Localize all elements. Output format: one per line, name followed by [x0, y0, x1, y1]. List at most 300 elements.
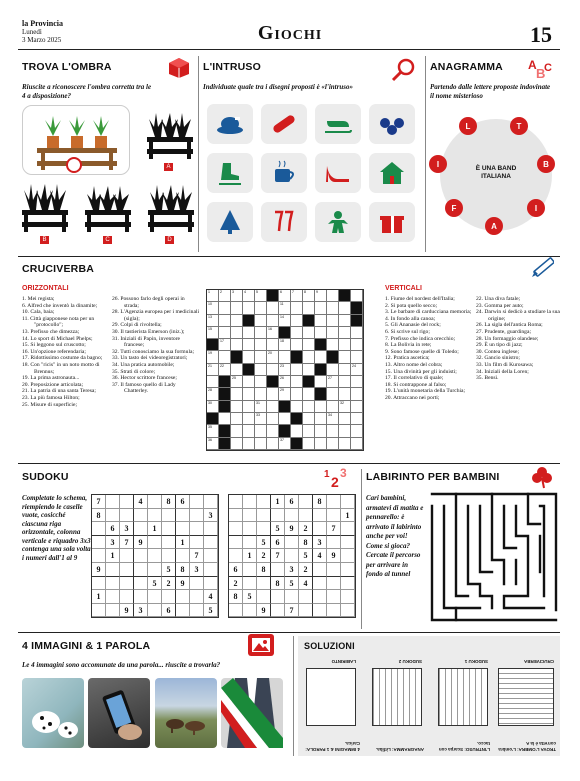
crossword-cell[interactable]	[327, 364, 339, 376]
sudoku-cell[interactable]: 8	[299, 536, 313, 550]
sudoku-cell[interactable]: 9	[176, 577, 190, 591]
gingerbread-man-icon[interactable]	[315, 202, 361, 242]
crossword-cell[interactable]	[207, 413, 219, 425]
sudoku-cell[interactable]	[120, 549, 134, 563]
crossword-cell[interactable]	[339, 302, 351, 314]
sudoku-cell[interactable]: 3	[204, 509, 218, 523]
crossword-cell[interactable]	[351, 425, 363, 437]
crossword-cell[interactable]	[219, 315, 231, 327]
sudoku-cell[interactable]	[120, 563, 134, 577]
crossword-cell[interactable]	[255, 315, 267, 327]
sudoku-cell[interactable]	[257, 577, 271, 591]
crossword-cell[interactable]	[351, 315, 363, 327]
crossword-cell[interactable]	[351, 327, 363, 339]
sudoku-cell[interactable]: 8	[313, 495, 327, 509]
sudoku-cell[interactable]: 4	[204, 590, 218, 604]
crossword-cell[interactable]	[327, 351, 339, 363]
crossword-cell[interactable]	[327, 425, 339, 437]
sudoku-cell[interactable]	[162, 509, 176, 523]
sudoku-cell[interactable]	[257, 522, 271, 536]
crossword-cell[interactable]	[291, 339, 303, 351]
sudoku-cell[interactable]	[176, 549, 190, 563]
sudoku-cell[interactable]	[190, 522, 204, 536]
shadow-a[interactable]	[145, 107, 195, 162]
crossword-cell[interactable]	[291, 327, 303, 339]
crossword-cell[interactable]	[219, 290, 231, 302]
crossword-cell[interactable]	[279, 290, 291, 302]
sudoku-cell[interactable]	[120, 577, 134, 591]
crossword-cell[interactable]	[279, 315, 291, 327]
sudoku-cell[interactable]: 1	[341, 509, 355, 523]
sudoku-cell[interactable]: 2	[229, 577, 243, 591]
crossword-cell[interactable]	[219, 425, 231, 437]
sudoku-cell[interactable]: 5	[271, 522, 285, 536]
crossword-cell[interactable]	[315, 438, 327, 450]
sudoku-cell[interactable]	[243, 509, 257, 523]
crossword-cell[interactable]	[351, 364, 363, 376]
sudoku-cell[interactable]: 8	[271, 577, 285, 591]
crossword-cell[interactable]	[339, 413, 351, 425]
crossword-cell[interactable]	[219, 401, 231, 413]
sudoku-cell[interactable]	[204, 563, 218, 577]
sudoku-cell[interactable]	[285, 536, 299, 550]
crossword-cell[interactable]	[267, 413, 279, 425]
sudoku-cell[interactable]	[327, 495, 341, 509]
crossword-cell[interactable]	[315, 327, 327, 339]
sudoku-cell[interactable]: 7	[92, 495, 106, 509]
christmas-house-icon[interactable]	[369, 153, 415, 193]
crossword-cell[interactable]	[327, 376, 339, 388]
crossword-cell[interactable]	[267, 315, 279, 327]
sudoku-cell[interactable]	[190, 604, 204, 618]
crossword-cell[interactable]	[327, 388, 339, 400]
crossword-cell[interactable]	[219, 413, 231, 425]
crossword-cell[interactable]	[279, 302, 291, 314]
crossword-cell[interactable]	[219, 327, 231, 339]
crossword-cell[interactable]	[327, 401, 339, 413]
sudoku-cell[interactable]	[134, 590, 148, 604]
sudoku-cell[interactable]	[313, 522, 327, 536]
sudoku-cell[interactable]	[106, 495, 120, 509]
sudoku-cell[interactable]	[341, 495, 355, 509]
crossword-cell[interactable]	[339, 327, 351, 339]
sudoku-cell[interactable]	[190, 590, 204, 604]
sudoku-cell[interactable]	[120, 509, 134, 523]
crossword-cell[interactable]	[267, 388, 279, 400]
sudoku-cell[interactable]	[299, 604, 313, 618]
sudoku-cell[interactable]	[257, 590, 271, 604]
sudoku-cell[interactable]	[327, 536, 341, 550]
crossword-cell[interactable]	[291, 438, 303, 450]
crossword-cell[interactable]	[243, 364, 255, 376]
sudoku-cell[interactable]: 6	[106, 522, 120, 536]
crossword-cell[interactable]	[303, 438, 315, 450]
sudoku-cell[interactable]: 5	[204, 604, 218, 618]
sudoku-cell[interactable]	[299, 590, 313, 604]
crossword-cell[interactable]	[243, 438, 255, 450]
sudoku-cell[interactable]	[341, 563, 355, 577]
crossword-cell[interactable]	[255, 376, 267, 388]
crossword-cell[interactable]	[339, 339, 351, 351]
christmas-tree-icon[interactable]	[207, 202, 253, 242]
sudoku-cell[interactable]: 5	[162, 563, 176, 577]
sudoku-cell[interactable]	[327, 563, 341, 577]
sudoku-cell[interactable]: 6	[162, 604, 176, 618]
crossword-cell[interactable]	[207, 401, 219, 413]
sudoku-cell[interactable]: 7	[271, 549, 285, 563]
sudoku-cell[interactable]	[341, 590, 355, 604]
shadow-d[interactable]	[146, 180, 196, 235]
sudoku-cell[interactable]	[106, 590, 120, 604]
crossword-cell[interactable]	[207, 339, 219, 351]
sudoku-cell[interactable]	[285, 590, 299, 604]
crossword-cell[interactable]	[327, 327, 339, 339]
crossword-cell[interactable]	[231, 388, 243, 400]
crossword-cell[interactable]	[231, 315, 243, 327]
sudoku-cell[interactable]: 5	[243, 590, 257, 604]
crossword-cell[interactable]	[231, 302, 243, 314]
crossword-cell[interactable]	[231, 401, 243, 413]
sudoku-cell[interactable]	[299, 495, 313, 509]
sudoku-cell[interactable]	[162, 522, 176, 536]
crossword-cell[interactable]	[231, 364, 243, 376]
sudoku-cell[interactable]	[148, 549, 162, 563]
sudoku-cell[interactable]: 1	[92, 590, 106, 604]
crossword-cell[interactable]	[219, 388, 231, 400]
sudoku-cell[interactable]: 8	[176, 563, 190, 577]
crossword-cell[interactable]	[267, 401, 279, 413]
sudoku-cell[interactable]	[229, 495, 243, 509]
sudoku-cell[interactable]: 5	[257, 536, 271, 550]
crossword-cell[interactable]	[315, 364, 327, 376]
crossword-cell[interactable]	[207, 364, 219, 376]
sudoku-cell[interactable]	[243, 604, 257, 618]
sudoku-cell[interactable]	[92, 577, 106, 591]
sudoku-cell[interactable]	[162, 590, 176, 604]
crossword-cell[interactable]	[231, 351, 243, 363]
crossword-cell[interactable]	[315, 413, 327, 425]
sudoku-cell[interactable]	[134, 549, 148, 563]
crossword-cell[interactable]	[219, 438, 231, 450]
crossword-cell[interactable]	[339, 315, 351, 327]
crossword-cell[interactable]	[207, 438, 219, 450]
crossword-grid[interactable]	[206, 289, 364, 451]
crossword-cell[interactable]	[279, 327, 291, 339]
crossword-cell[interactable]	[351, 339, 363, 351]
sudoku-cell[interactable]: 2	[162, 577, 176, 591]
crossword-cell[interactable]	[291, 302, 303, 314]
crossword-cell[interactable]	[219, 351, 231, 363]
sudoku-cell[interactable]	[92, 549, 106, 563]
crossword-cell[interactable]	[303, 302, 315, 314]
crossword-cell[interactable]	[327, 339, 339, 351]
crossword-cell[interactable]	[279, 351, 291, 363]
sudoku-cell[interactable]: 4	[134, 495, 148, 509]
crossword-cell[interactable]	[255, 413, 267, 425]
sleigh-icon[interactable]	[315, 104, 361, 144]
crossword-cell[interactable]	[207, 290, 219, 302]
sudoku-cell[interactable]	[229, 536, 243, 550]
crossword-cell[interactable]	[255, 438, 267, 450]
sudoku-cell[interactable]: 3	[106, 536, 120, 550]
sudoku-cell[interactable]	[243, 563, 257, 577]
crossword-cell[interactable]	[231, 413, 243, 425]
bandage-icon[interactable]	[261, 104, 307, 144]
sudoku-cell[interactable]: 9	[327, 549, 341, 563]
sudoku-cell[interactable]	[243, 495, 257, 509]
crossword-cell[interactable]	[339, 401, 351, 413]
sudoku-cell[interactable]	[148, 563, 162, 577]
sudoku-cell[interactable]: 1	[271, 495, 285, 509]
berries-icon[interactable]	[369, 104, 415, 144]
crossword-cell[interactable]	[351, 388, 363, 400]
crossword-cell[interactable]	[243, 351, 255, 363]
crossword-cell[interactable]	[243, 290, 255, 302]
sudoku-cell[interactable]	[285, 549, 299, 563]
sudoku-cell[interactable]	[299, 509, 313, 523]
sudoku-cell[interactable]	[243, 522, 257, 536]
crossword-cell[interactable]	[279, 388, 291, 400]
sudoku-cell[interactable]	[271, 509, 285, 523]
sudoku-cell[interactable]	[229, 509, 243, 523]
sudoku-cell[interactable]: 6	[271, 536, 285, 550]
sudoku-cell[interactable]	[257, 495, 271, 509]
sudoku-cell[interactable]	[106, 604, 120, 618]
crossword-cell[interactable]	[267, 351, 279, 363]
sudoku-cell[interactable]: 9	[92, 563, 106, 577]
crossword-cell[interactable]	[327, 302, 339, 314]
sudoku-cell[interactable]	[148, 604, 162, 618]
sudoku-cell[interactable]: 3	[120, 522, 134, 536]
crossword-cell[interactable]	[291, 364, 303, 376]
sudoku-cell[interactable]	[190, 577, 204, 591]
sudoku-cell[interactable]: 7	[120, 536, 134, 550]
crossword-cell[interactable]	[291, 351, 303, 363]
sudoku-cell[interactable]: 1	[176, 536, 190, 550]
crossword-cell[interactable]	[279, 425, 291, 437]
crossword-cell[interactable]	[255, 290, 267, 302]
crossword-cell[interactable]	[291, 290, 303, 302]
sudoku-cell[interactable]	[176, 509, 190, 523]
sudoku-cell[interactable]	[243, 577, 257, 591]
crossword-cell[interactable]	[327, 438, 339, 450]
sudoku-cell[interactable]	[148, 536, 162, 550]
sudoku-cell[interactable]: 7	[327, 522, 341, 536]
crossword-cell[interactable]	[327, 413, 339, 425]
crossword-cell[interactable]	[351, 401, 363, 413]
sudoku-cell[interactable]: 9	[285, 522, 299, 536]
sudoku-cell[interactable]	[257, 509, 271, 523]
sudoku-cell[interactable]: 9	[257, 604, 271, 618]
sudoku-cell[interactable]	[148, 509, 162, 523]
sudoku-cell[interactable]	[176, 590, 190, 604]
crossword-cell[interactable]	[351, 351, 363, 363]
crossword-cell[interactable]	[303, 327, 315, 339]
answer-circle[interactable]	[66, 157, 82, 173]
sudoku-cell[interactable]	[313, 509, 327, 523]
sudoku-cell[interactable]	[327, 509, 341, 523]
crossword-cell[interactable]	[279, 401, 291, 413]
sudoku-cell[interactable]: 4	[299, 577, 313, 591]
crossword-cell[interactable]	[255, 327, 267, 339]
hot-drink-icon[interactable]	[261, 153, 307, 193]
crossword-cell[interactable]	[351, 302, 363, 314]
crossword-cell[interactable]	[351, 376, 363, 388]
sudoku-cell[interactable]	[243, 536, 257, 550]
sudoku-cell[interactable]: 7	[285, 604, 299, 618]
crossword-cell[interactable]	[207, 315, 219, 327]
sudoku-cell[interactable]	[313, 577, 327, 591]
shadow-b[interactable]	[20, 180, 70, 235]
crossword-cell[interactable]	[303, 425, 315, 437]
sudoku-cell[interactable]: 1	[148, 522, 162, 536]
sudoku-cell[interactable]	[271, 563, 285, 577]
sudoku-cell[interactable]: 6	[229, 563, 243, 577]
sudoku-cell[interactable]	[190, 509, 204, 523]
crossword-cell[interactable]	[243, 339, 255, 351]
crossword-cell[interactable]	[243, 413, 255, 425]
crossword-cell[interactable]	[339, 438, 351, 450]
crossword-cell[interactable]	[291, 376, 303, 388]
crossword-cell[interactable]	[207, 425, 219, 437]
sudoku-cell[interactable]	[204, 522, 218, 536]
crossword-cell[interactable]	[255, 302, 267, 314]
crossword-cell[interactable]	[291, 388, 303, 400]
sudoku-cell[interactable]: 6	[176, 495, 190, 509]
crossword-cell[interactable]	[267, 438, 279, 450]
sudoku-cell[interactable]	[341, 549, 355, 563]
high-heel-icon[interactable]	[315, 153, 361, 193]
sudoku-cell[interactable]: 2	[299, 563, 313, 577]
maze[interactable]	[430, 492, 558, 627]
crossword-cell[interactable]	[303, 401, 315, 413]
sudoku-cell[interactable]	[162, 549, 176, 563]
crossword-cell[interactable]	[303, 290, 315, 302]
crossword-cell[interactable]	[339, 351, 351, 363]
crossword-cell[interactable]	[267, 376, 279, 388]
sudoku-cell[interactable]	[341, 604, 355, 618]
sudoku-cell[interactable]	[271, 604, 285, 618]
sudoku-cell[interactable]	[148, 590, 162, 604]
sudoku-cell[interactable]	[134, 522, 148, 536]
crossword-cell[interactable]	[279, 376, 291, 388]
crossword-cell[interactable]	[351, 290, 363, 302]
crossword-cell[interactable]	[291, 315, 303, 327]
crossword-cell[interactable]	[243, 388, 255, 400]
sudoku-cell[interactable]: 7	[190, 549, 204, 563]
sudoku-cell[interactable]: 3	[313, 536, 327, 550]
sudoku-cell[interactable]	[134, 563, 148, 577]
crossword-cell[interactable]	[339, 376, 351, 388]
crossword-cell[interactable]	[291, 425, 303, 437]
sudoku-cell[interactable]: 2	[299, 522, 313, 536]
sudoku-cell[interactable]: 6	[285, 495, 299, 509]
crossword-cell[interactable]	[315, 351, 327, 363]
crossword-cell[interactable]	[339, 364, 351, 376]
sudoku-cell[interactable]: 3	[190, 563, 204, 577]
sudoku-cell[interactable]	[341, 536, 355, 550]
crossword-cell[interactable]	[351, 438, 363, 450]
crossword-cell[interactable]	[267, 364, 279, 376]
crossword-cell[interactable]	[243, 315, 255, 327]
sudoku-cell[interactable]	[106, 509, 120, 523]
crossword-cell[interactable]	[255, 425, 267, 437]
sudoku-cell[interactable]	[327, 590, 341, 604]
crossword-cell[interactable]	[219, 364, 231, 376]
sudoku-cell[interactable]	[106, 577, 120, 591]
sudoku-cell[interactable]	[92, 522, 106, 536]
crossword-cell[interactable]	[351, 413, 363, 425]
crossword-cell[interactable]	[231, 438, 243, 450]
crossword-cell[interactable]	[243, 327, 255, 339]
crossword-cell[interactable]	[279, 339, 291, 351]
sudoku-cell[interactable]	[106, 563, 120, 577]
sudoku-cell[interactable]	[341, 577, 355, 591]
sudoku-cell[interactable]	[313, 604, 327, 618]
crossword-cell[interactable]	[231, 425, 243, 437]
sudoku-cell[interactable]: 8	[162, 495, 176, 509]
sudoku-cell[interactable]	[190, 495, 204, 509]
crossword-cell[interactable]	[267, 339, 279, 351]
sudoku-cell[interactable]	[229, 522, 243, 536]
sudoku-cell[interactable]	[120, 495, 134, 509]
crossword-cell[interactable]	[255, 388, 267, 400]
sudoku-cell[interactable]: 8	[229, 590, 243, 604]
sudoku-cell[interactable]: 3	[285, 563, 299, 577]
crossword-cell[interactable]	[315, 425, 327, 437]
crossword-cell[interactable]	[279, 364, 291, 376]
crossword-cell[interactable]	[267, 425, 279, 437]
sudoku-cell[interactable]	[148, 495, 162, 509]
shadow-c[interactable]	[83, 180, 133, 235]
crossword-cell[interactable]	[303, 351, 315, 363]
crossword-cell[interactable]	[303, 388, 315, 400]
sudoku-cell[interactable]	[120, 590, 134, 604]
crossword-cell[interactable]	[207, 376, 219, 388]
sudoku-cell[interactable]	[285, 509, 299, 523]
sudoku-cell[interactable]: 8	[92, 509, 106, 523]
gift-box-icon[interactable]	[369, 202, 415, 242]
crossword-cell[interactable]	[315, 290, 327, 302]
crossword-cell[interactable]	[315, 339, 327, 351]
crossword-cell[interactable]	[267, 302, 279, 314]
crossword-cell[interactable]	[207, 302, 219, 314]
crossword-cell[interactable]	[243, 302, 255, 314]
sudoku-cell[interactable]	[204, 549, 218, 563]
sudoku-cell[interactable]	[229, 549, 243, 563]
sudoku-cell[interactable]: 9	[134, 536, 148, 550]
sudoku-cell[interactable]: 1	[106, 549, 120, 563]
sudoku-cell[interactable]	[327, 604, 341, 618]
sudoku-cell[interactable]	[190, 536, 204, 550]
crossword-cell[interactable]	[303, 339, 315, 351]
sudoku-cell[interactable]	[229, 604, 243, 618]
crossword-cell[interactable]	[207, 327, 219, 339]
sudoku-cell[interactable]	[176, 604, 190, 618]
crossword-cell[interactable]	[339, 290, 351, 302]
crossword-cell[interactable]	[303, 364, 315, 376]
crossword-cell[interactable]	[279, 413, 291, 425]
crossword-cell[interactable]	[255, 401, 267, 413]
sudoku-cell[interactable]	[162, 536, 176, 550]
sudoku-cell[interactable]: 2	[257, 549, 271, 563]
crossword-cell[interactable]	[243, 425, 255, 437]
crossword-cell[interactable]	[219, 302, 231, 314]
crossword-cell[interactable]	[231, 339, 243, 351]
crossword-cell[interactable]	[315, 302, 327, 314]
sudoku-cell[interactable]	[92, 604, 106, 618]
sudoku-cell[interactable]	[271, 590, 285, 604]
